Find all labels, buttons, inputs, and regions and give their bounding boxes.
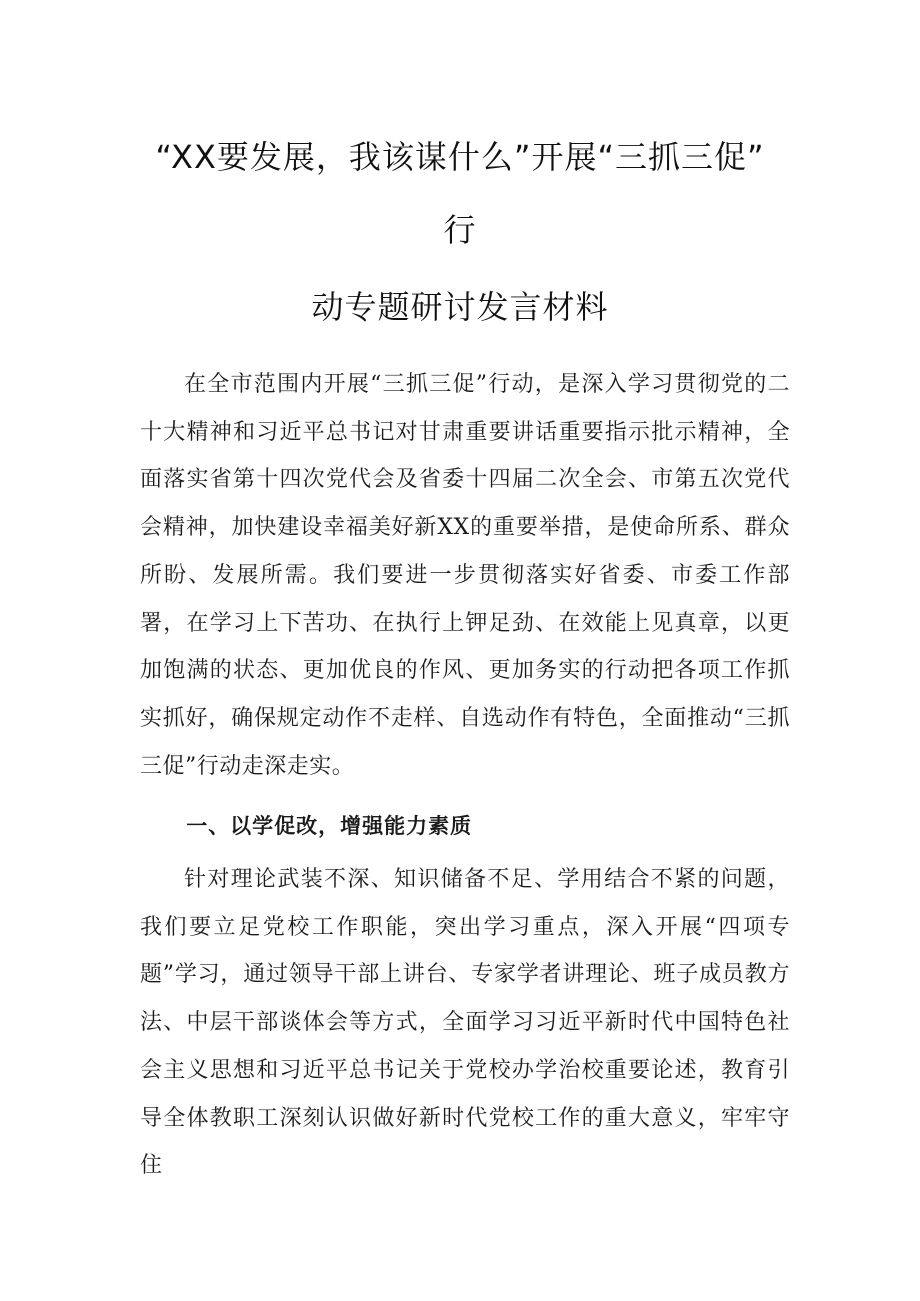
section-1-paragraph: 针对理论武装不深、知识储备不足、学用结合不紧的问题，我们要立足党校工作职能，突出学习重点，深入开展“四项专题”学习，通过领导干部上讲台、专家学者讲理论、班子成员教方法、中层干部谈体会等方式，全面学习习近平新时代中国特色社会主义思想和习近平总书记关于党校办学治校重要论述，教育引导全体教职工深刻认识做好新时代党校工作的重大意义，牢牢守住 — [140, 867, 790, 1179]
document-title-line-3: 动专题研讨发言材料 — [311, 288, 609, 326]
section-heading-1: 一、以学促改，增强能力素质 — [186, 814, 473, 838]
document-title-line-2: 行 — [443, 211, 477, 249]
intro-paragraph: 在全市范围内开展“三抓三促”行动，是深入学习贯彻党的二十大精神和习近平总书记对甘肃重要讲话重要指示批示精神，全面落实省第十四次党代会及省委十四届二次全会、市第五次党代会精神，加快建设幸福美好新XX的重要举措，是使命所系、群众所盼、发展所需。我们要进一步贯彻落实好省委、市委工作部署，在学习上下苦功、在执行上钾足劲、在效能上见真章，以更加饱满的状态、更加优良的作风、更加务实的行动把各项工作抓实抓好，确保规定动作不走样、自选动作有特色，全面推动“三抓三促”行动走深走实。 — [140, 372, 790, 779]
document-title-line-1: “XX要发展，我该谋什么”开展“三抓三促” — [155, 138, 765, 176]
